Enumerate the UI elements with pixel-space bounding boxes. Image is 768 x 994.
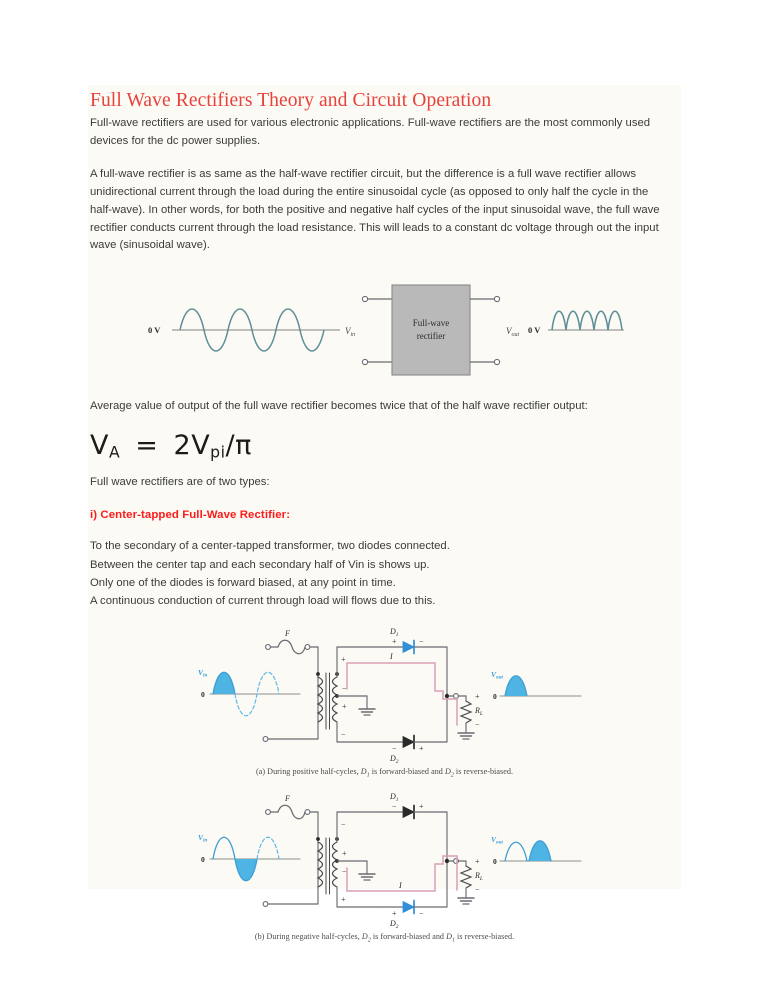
center-tapped-line-3: Only one of the diodes is forward biased, at any point in time. <box>90 577 396 589</box>
fig-b-sec-lower-sign: + <box>340 895 346 905</box>
fig-a-zero-label-in: 0 <box>200 689 205 699</box>
transformer-secondary-coil-b <box>332 842 337 887</box>
fig-b-vout-label: $V_{out}$ <box>490 835 503 846</box>
fig-a-d1-label: $D_1$ <box>389 626 399 638</box>
figure-a-caption <box>88 767 681 779</box>
full-wave-rectifier-block <box>392 285 470 375</box>
fig-a-sec-mid-sign: − <box>341 683 347 693</box>
fig-a-d2-right-sign: + <box>418 743 424 753</box>
average-voltage-formula <box>90 430 681 461</box>
fig-a-cap-d1: $D_1$ <box>360 766 370 779</box>
fig-b-zero-label-out: 0 <box>492 857 497 867</box>
figure-a-wrap <box>88 625 681 779</box>
page-title: Full Wave Rectifiers Theory and Circuit Operation <box>90 90 492 111</box>
fig-b-fuse-label: F <box>284 794 290 804</box>
center-tapped-line-4: A continuous conduction of current through load will flows due to this. <box>90 595 436 608</box>
diode-d2-icon-b <box>403 902 414 913</box>
fig-b-cap-d2: $D_2$ <box>361 932 371 944</box>
fig-b-d2-left-sign: + <box>391 909 397 919</box>
fig-a-cap-mid: is forward-biased and <box>369 766 445 776</box>
output-rectified-waveform <box>552 312 622 331</box>
fuse-icon-b <box>278 805 305 819</box>
fig-a-d1-left-sign: + <box>391 636 397 646</box>
fig-a-ac-terminal-top <box>265 644 270 649</box>
fig-b-ac-terminal-top <box>265 810 270 815</box>
output-terminal-bottom <box>494 360 499 365</box>
input-terminal-top <box>362 297 367 302</box>
description-paragraph: A full-wave rectifier is as same as the half-wave rectifier circuit, but the difference is a full wave rectifier allows unidirectional current through the load during the entire sinusoidal cycle (as opposed to only half the cycle in the half-wave). In other words, for both the positive and negative half cycles of the input sinusoidal wave, the full wave rectifier conducts current through the load resistance. This will leads to a constant dc voltage through out the input wave (sinusoidal wave). <box>90 168 660 252</box>
two-types-paragraph: Full wave rectifiers are of two types: <box>90 475 270 488</box>
fig-b-d2-label: $D_2$ <box>389 919 399 931</box>
fig-a-input-filled-half <box>213 672 235 694</box>
output-zero-volt-label: 0 V <box>527 325 540 336</box>
fig-a-d1-right-sign: − <box>418 636 424 646</box>
block-diagram-figure <box>88 277 681 382</box>
intro-paragraph: Full-wave rectifiers are used for various electronic applications. Full-wave rectifiers are the most commonly used devices for the dc power supplies. <box>90 117 651 148</box>
fig-a-vout-label: $V_{out}$ <box>490 669 503 681</box>
fig-b-d1-label: $D_1$ <box>389 792 399 804</box>
fig-a-d2-left-sign: − <box>391 743 397 753</box>
transformer-primary-coil <box>318 677 323 722</box>
fig-a-load-minus: − <box>474 719 480 729</box>
rectifier-box-label-line1: Full-wave <box>412 318 449 329</box>
fig-b-sec-upper-sign: − <box>340 820 346 830</box>
fig-b-input-dashed-arc <box>257 837 279 859</box>
formula-equals: = <box>135 430 159 462</box>
fig-a-cap-d2: $D_2$ <box>444 766 454 779</box>
diode-d2-icon <box>403 736 414 747</box>
fig-b-vin-label: $V_{in}$ <box>197 833 207 844</box>
fig-b-sec-mid-sign: + <box>341 849 347 859</box>
fig-b-load-label: $R_L$ <box>474 871 483 883</box>
load-resistor-icon <box>461 701 471 723</box>
formula-lhs: $V_A$ <box>90 430 121 462</box>
fig-b-primary-dot <box>316 837 320 841</box>
fig-a-fuse-terminal-right <box>305 644 310 649</box>
fig-a-zero-label-out: 0 <box>492 691 497 701</box>
output-terminal-top <box>494 297 499 302</box>
fig-b-cap-mid: is forward-biased and <box>370 932 447 942</box>
input-terminal-bottom <box>362 360 367 365</box>
fig-a-sec-mid2-sign: + <box>341 701 347 711</box>
fig-a-fuse-label: F <box>284 628 290 638</box>
fig-a-ac-terminal-bottom <box>263 736 268 741</box>
fig-b-output-hump1-arc <box>505 842 527 861</box>
fig-a-current-path <box>347 663 457 725</box>
fig-a-load-plus: + <box>474 691 480 701</box>
fig-b-d1-left-sign: − <box>391 802 397 812</box>
fig-a-current-label: I <box>389 651 393 661</box>
vin-label-block: $V_{in}$ <box>344 326 355 339</box>
fig-a-load-label: $R_L$ <box>474 705 483 717</box>
fig-a-output-filled-hump <box>505 675 527 695</box>
fig-a-cap-prefix: (a) During positive half-cycles, <box>255 766 361 776</box>
center-tapped-description <box>90 537 681 610</box>
fig-b-sec-mid2-sign: − <box>341 867 347 877</box>
fig-b-d2-right-sign: − <box>418 909 424 919</box>
rectifier-box-label-line2: rectifier <box>416 331 445 342</box>
fig-a-load-terminal <box>453 693 458 698</box>
figure-b-wrap <box>88 790 681 944</box>
fig-b-current-label: I <box>398 881 402 891</box>
fig-a-d2-label: $D_2$ <box>389 753 399 765</box>
average-value-paragraph: Average value of output of the full wave rectifier becomes twice that of the half wave rectifier output: <box>90 400 588 413</box>
transformer-primary-coil-b <box>318 842 323 887</box>
center-tapped-line-1: To the secondary of a center-tapped transformer, two diodes connected. <box>90 540 450 553</box>
fig-b-cap-suffix: is reverse-biased. <box>454 932 515 942</box>
input-zero-volt-label: 0 V <box>147 325 160 336</box>
block-diagram-svg <box>140 277 630 382</box>
fig-b-zero-label-in: 0 <box>200 855 205 865</box>
fig-b-d1-right-sign: + <box>418 802 424 812</box>
fig-a-cap-suffix: is reverse-biased. <box>453 766 514 776</box>
fig-b-ac-terminal-bottom <box>263 902 268 907</box>
center-tapped-line-2: Between the center tap and each secondary half of Vin is shows up. <box>90 558 430 571</box>
fig-b-load-plus: + <box>474 857 480 867</box>
fig-a-sec-upper-sign: + <box>340 654 346 664</box>
transformer-secondary-coil <box>332 677 337 722</box>
figure-b-caption <box>88 932 681 944</box>
fig-a-primary-dot <box>316 672 320 676</box>
document-content-sheet <box>88 85 681 944</box>
formula-rhs: $2V_{pi}/\pi$ <box>173 430 252 462</box>
diode-d1-icon-b <box>403 807 414 818</box>
fig-b-cap-prefix: (b) During negative half-cycles, <box>254 932 362 942</box>
center-tapped-subheading: i) Center-tapped Full-Wave Rectifier: <box>90 509 291 522</box>
fig-b-input-filled-half <box>235 859 257 881</box>
fig-b-load-minus: − <box>474 885 480 895</box>
figure-a-circuit-svg <box>185 625 585 765</box>
diode-d1-icon <box>403 641 414 652</box>
vout-label-block: $V_{out}$ <box>505 326 519 339</box>
fig-b-fuse-terminal-right <box>305 810 310 815</box>
figure-b-circuit-svg <box>185 790 585 930</box>
fig-b-output-filled-hump <box>529 841 551 861</box>
fig-b-cap-d1: $D_1$ <box>446 932 455 944</box>
fuse-icon <box>278 640 305 654</box>
fig-a-sec-lower-sign: − <box>340 729 346 739</box>
fig-a-vin-label: $V_{in}$ <box>197 667 207 679</box>
load-resistor-icon-b <box>461 866 471 888</box>
